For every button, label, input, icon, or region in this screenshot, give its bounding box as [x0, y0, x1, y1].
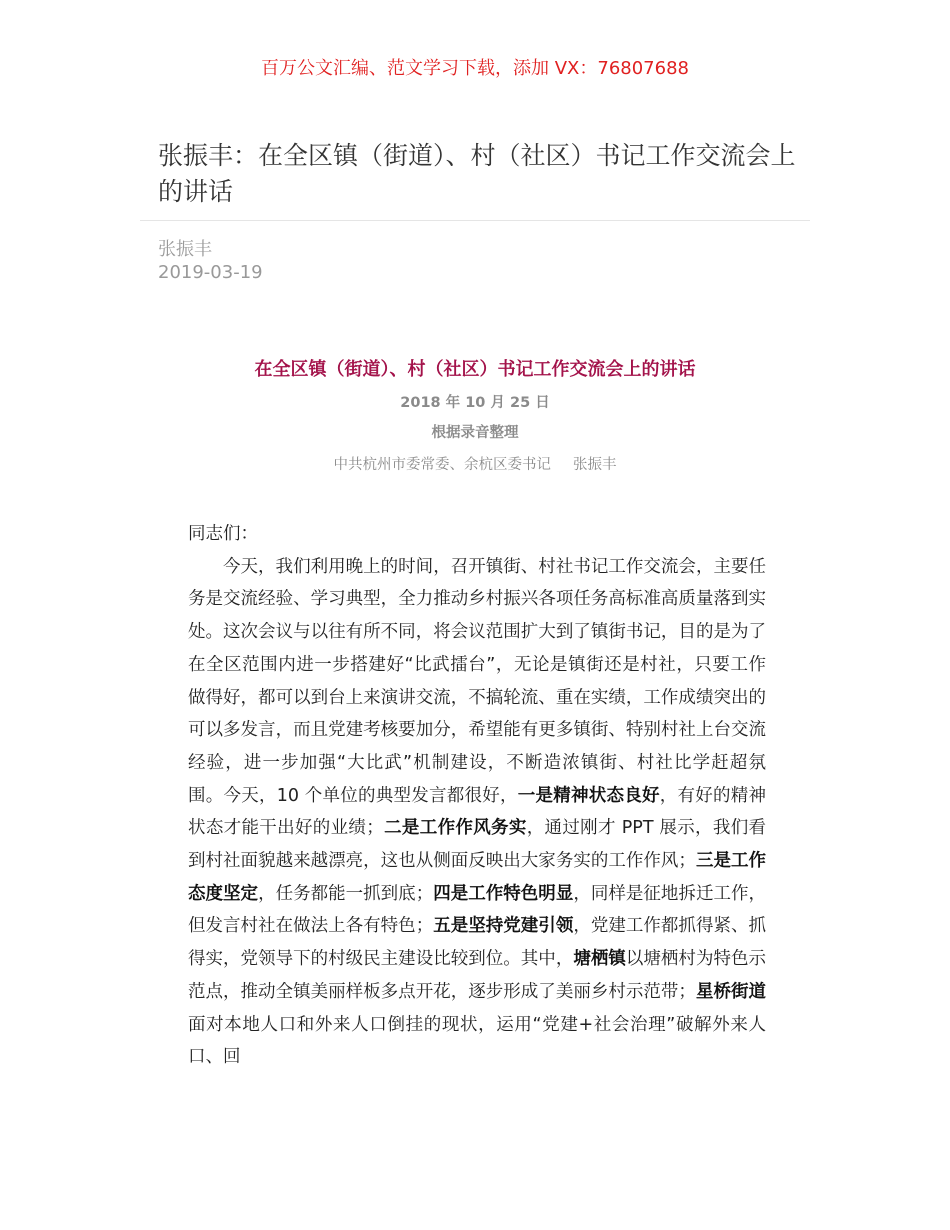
byline-org: 中共杭州市委常委、余杭区委书记	[333, 457, 551, 473]
highlight-point-1: 一是精神状态良好	[517, 785, 660, 806]
text-run: ，有好的精神状态才能干出好的业绩；	[188, 785, 767, 839]
text-run: ，通过刚才 PPT 展示，我们看到村社面貌越来越漂亮，这也从侧面反映出大家务实的工作作风；	[188, 818, 767, 872]
article-title: 在全区镇（街道）、村（社区）书记工作交流会上的讲话	[254, 359, 696, 380]
text-run: ，党建工作都抓得紧、抓得实，党领导下的村级民主建设比较到位。其中，	[188, 916, 766, 970]
text-run: 今天，我们利用晚上的时间，召开镇街、村社书记工作交流会，主要任务是交流经验、学习典型，全力推动乡村振兴各项任务高标准高质量落到实处。这次会议与以往有所不同，将会议范围扩大到了镇街书记，目的是为了在全区范围内进一步搭建好“比武擂台”，无论是镇街还是村社，只要工作做得好，都可以到台上来演讲交流，不搞轮流、重在实绩，工作成绩突出的可以多发言，而且党建考核要加分，希望能有更多镇街、特别村社上台交流经验，进一步加强“大比武”机制建设，不断造浓镇街、村社比学赶超氛围。今天，10 个单位的典型发言都很好，	[188, 556, 766, 806]
highlight-xingqiao: 星桥街道	[695, 981, 766, 1002]
article-body	[188, 518, 766, 1074]
promo-banner: 百万公文汇编、范文学习下载，添加 VX：76807688	[261, 58, 689, 79]
text-run: 以塘栖村为特色示范点，推动全镇美丽样板多点开花，逐步形成了美丽乡村示范带；	[188, 949, 766, 1002]
article-date: 2018 年 10 月 25 日	[400, 395, 550, 411]
highlight-point-5: 五是坚持党建引领	[433, 916, 574, 937]
title-divider	[140, 220, 810, 221]
post-author[interactable]: 张振丰	[158, 239, 212, 260]
highlight-point-2: 二是工作作风务实	[383, 818, 527, 839]
article-note: 根据录音整理	[431, 425, 519, 441]
highlight-point-4: 四是工作特色明显	[433, 883, 574, 904]
highlight-point-3: 三是工作态度坚定	[188, 851, 766, 904]
byline-name: 张振丰	[573, 457, 617, 473]
text-run: ，任务都能一抓到底；	[258, 883, 434, 904]
post-date: 2019-03-19	[158, 262, 263, 283]
salutation: 同志们：	[188, 524, 258, 544]
text-run: 面对本地人口和外来人口倒挂的现状，运用“党建+社会治理”破解外来人口、回	[188, 1014, 766, 1068]
highlight-tangqi: 塘栖镇	[573, 949, 626, 970]
post-title: 张振丰：在全区镇（街道）、村（社区）书记工作交流会上的讲话	[158, 141, 796, 206]
body-paragraph	[188, 551, 766, 1074]
text-run: ，同样是征地拆迁工作，但发言村社在做法上各有特色；	[188, 883, 766, 937]
article-header	[0, 352, 950, 482]
article-byline	[0, 448, 950, 482]
